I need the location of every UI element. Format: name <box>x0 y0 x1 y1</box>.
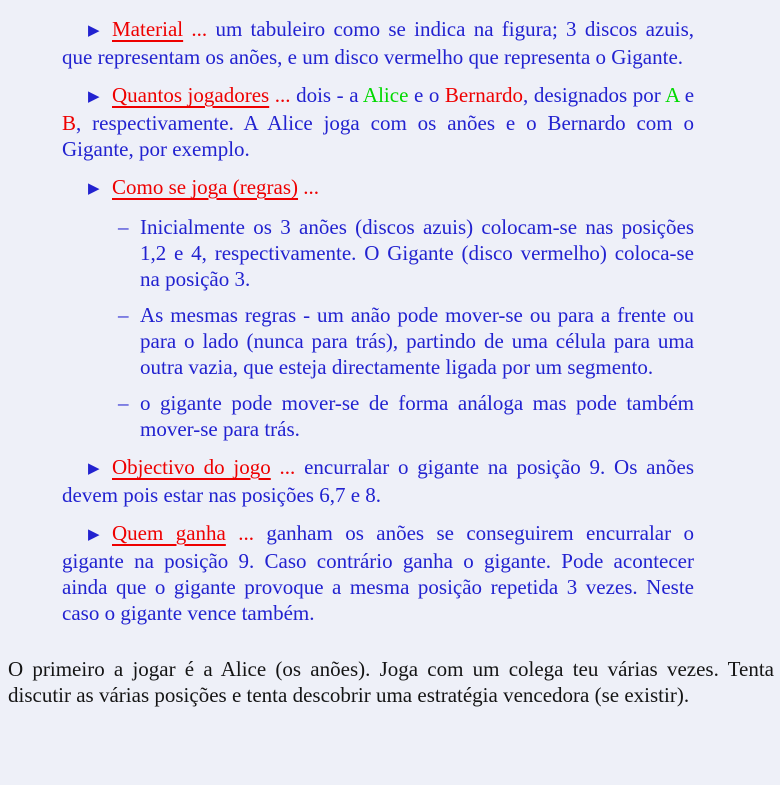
text-segment: ... <box>225 521 267 545</box>
text-segment: e <box>679 83 695 107</box>
text-segment: Como se joga (regras) <box>112 175 299 199</box>
text-segment: ... <box>270 455 305 479</box>
list-item-quantos-jogadores <box>62 82 694 162</box>
list-item-quantos-jogadores-text <box>62 83 694 161</box>
triangle-bullet-icon: ▶ <box>88 461 100 477</box>
text-segment: Material <box>112 17 184 41</box>
text-segment: ... <box>298 175 320 199</box>
sublist-item-text: As mesmas regras - um anão pode mover-se ou para a frente ou para o lado (nunca para trás), partindo de uma célula para uma outra vazia, que esteja directamente ligada por um segmento. <box>140 303 694 379</box>
text-segment: e o <box>408 83 445 107</box>
triangle-bullet-icon: ▶ <box>88 527 100 543</box>
list-item-como-se-joga-text <box>112 175 319 199</box>
text-segment: , respectivamente. A Alice joga com os anões e o Bernardo com o Gigante, por exemplo. <box>62 111 694 161</box>
sublist-item-posicoes-iniciais <box>118 214 694 292</box>
text-segment: Alice <box>362 83 409 107</box>
text-segment: ganham os anões se conseguirem encurralar o gigante na posição 9. Caso contrário ganha o gigante. Pode acontecer ainda que o gigante provoque a mesma posição repetida 3 vezes. Neste caso o gigante vence também. <box>62 521 694 625</box>
text-segment: ... <box>183 17 216 41</box>
sublist-item-regras-anao <box>118 302 694 380</box>
triangle-bullet-icon: ▶ <box>88 181 100 197</box>
sublist-item-text: Inicialmente os 3 anões (discos azuis) colocam-se nas posições 1,2 e 4, respectivamente. O Gigante (disco vermelho) coloca-se na posição 3. <box>140 215 694 291</box>
dash-bullet-icon: – <box>118 303 129 327</box>
list-item-quem-ganha <box>62 520 694 626</box>
text-segment: Bernardo <box>444 83 524 107</box>
text-segment: , designados por <box>523 83 666 107</box>
list-item-objectivo <box>62 454 694 508</box>
rules-list <box>62 16 694 626</box>
footer-paragraph: O primeiro a jogar é a Alice (os anões). Joga com um colega teu várias vezes. Tenta discutir as várias posições e tenta descobrir uma estratégia vencedora (se existir). <box>8 657 774 707</box>
text-segment: Objectivo do jogo <box>112 455 271 479</box>
list-item-material-text <box>62 17 694 69</box>
text-segment: B <box>62 111 77 135</box>
rules-sublist <box>62 214 694 442</box>
list-item-objectivo-text <box>62 455 694 507</box>
list-item-quem-ganha-text <box>62 521 694 625</box>
text-segment: A <box>665 83 680 107</box>
text-segment: Quem ganha <box>112 521 226 545</box>
text-segment: dois - a <box>296 83 363 107</box>
triangle-bullet-icon: ▶ <box>88 89 100 105</box>
text-segment: Quantos jogadores <box>112 83 270 107</box>
text-segment: um tabuleiro como se indica na figura; 3 discos azuis, que representam os anões, e um disco vermelho que representa o Gigante. <box>62 17 694 69</box>
triangle-bullet-icon: ▶ <box>88 23 100 39</box>
sublist-item-regras-gigante <box>118 390 694 442</box>
sublist-item-text: o gigante pode mover-se de forma análoga mas pode também mover-se para trás. <box>140 391 694 441</box>
dash-bullet-icon: – <box>118 215 129 239</box>
list-item-como-se-joga <box>62 174 694 202</box>
text-segment: encurralar o gigante na posição 9. Os anões devem pois estar nas posições 6,7 e 8. <box>62 455 694 507</box>
dash-bullet-icon: – <box>118 391 129 415</box>
list-item-material <box>62 16 694 70</box>
text-segment: ... <box>269 83 297 107</box>
